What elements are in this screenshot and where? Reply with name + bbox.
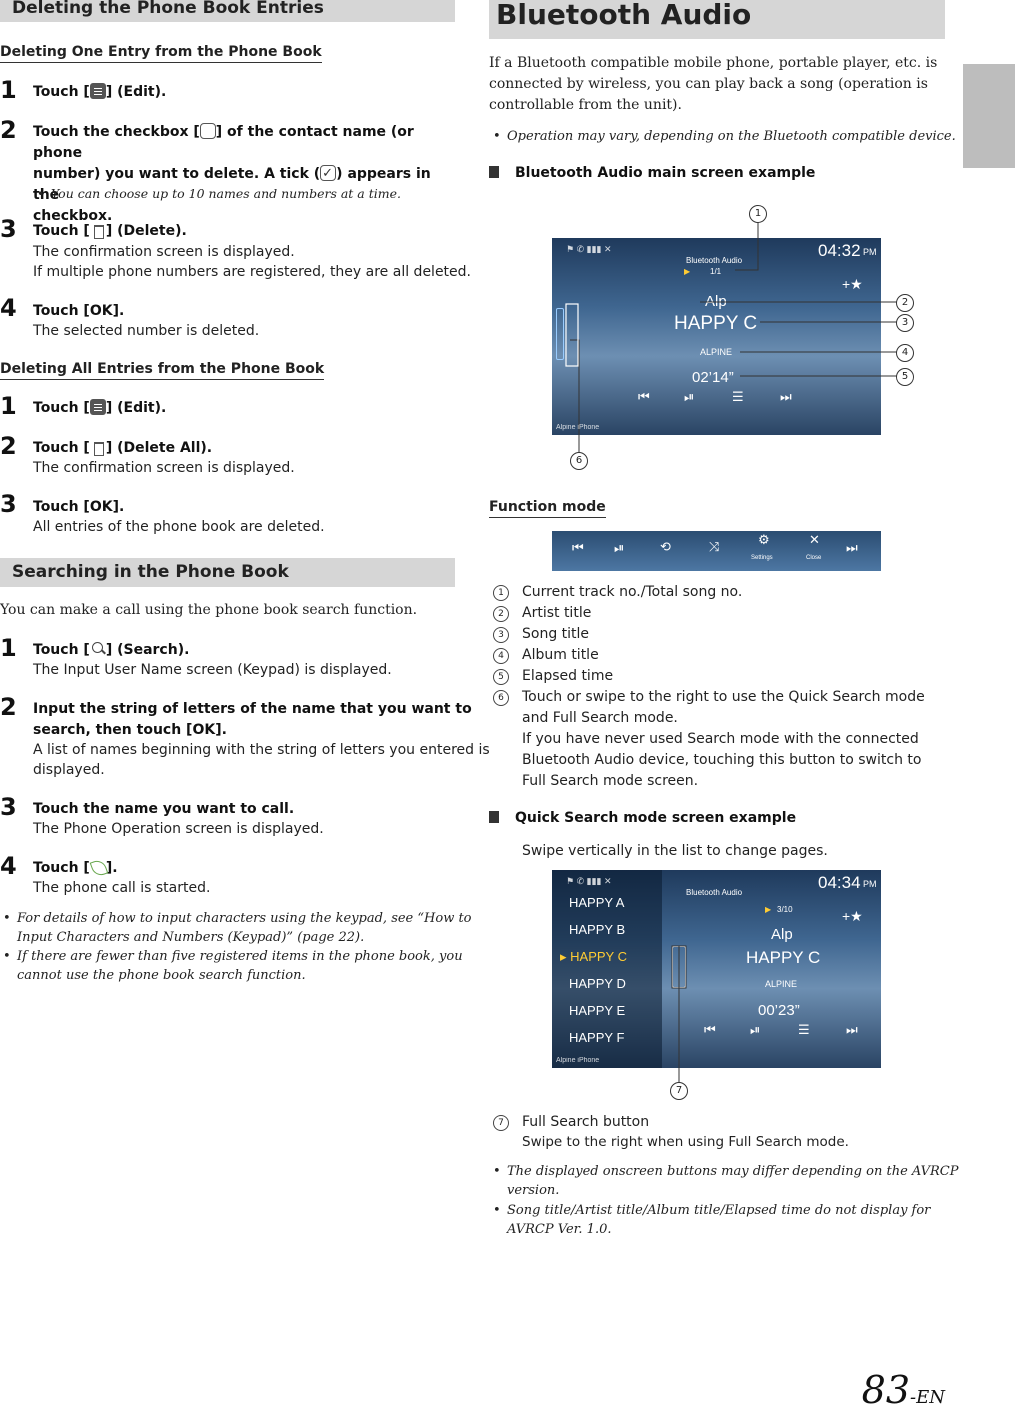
artist-title: Alp — [705, 293, 727, 310]
clock: 04:32 — [818, 241, 861, 260]
track-number: 3/10 — [777, 905, 793, 914]
clock: 04:34 — [818, 873, 861, 892]
legend-number: 3 — [493, 627, 509, 643]
function-bar-image — [552, 531, 881, 571]
step-text: Touch [ ]. — [33, 860, 118, 876]
step-body: The confirmation screen is displayed. — [33, 244, 295, 260]
play-pause-icon[interactable]: ⏯ — [684, 390, 695, 405]
step-text: Input the string of letters of the name that you want to — [33, 701, 472, 717]
song-title: HAPPY C — [674, 313, 758, 334]
step-number: 2 — [0, 432, 17, 460]
prev-track-icon[interactable]: ⏮ — [638, 390, 650, 405]
step-text: Touch the checkbox [ ] of the contact name (or phone number) you want to delete. A tick (✓ ) appears in the checkbox. — [33, 122, 453, 227]
list-item[interactable]: HAPPY E — [569, 1003, 626, 1018]
step-body: The phone call is started. — [33, 880, 211, 896]
list-item[interactable]: HAPPY A — [569, 895, 625, 910]
function-menu-icon[interactable]: ☰ — [798, 1023, 810, 1038]
legend-number: 5 — [493, 669, 509, 685]
album-title: ALPINE — [765, 979, 798, 989]
callout-1: 1 — [749, 205, 767, 223]
elapsed-time: 00’23” — [758, 1002, 800, 1019]
play-pause-icon[interactable]: ⏯ — [750, 1023, 761, 1038]
note: • Song title/Artist title/Album title/Elapsed time do not display for AVRCP Ver. 1.0. — [507, 1201, 930, 1239]
search-icon — [90, 641, 106, 657]
list-item[interactable]: HAPPY B — [569, 922, 626, 937]
step-number: 1 — [0, 76, 17, 104]
step-number: 3 — [0, 793, 17, 821]
edit-icon — [90, 83, 106, 99]
legend-number: 2 — [493, 606, 509, 622]
trash-icon — [90, 222, 106, 238]
list-item[interactable]: HAPPY F — [569, 1030, 625, 1045]
shuffle-icon[interactable]: ⤨ — [709, 540, 720, 555]
clock-ampm: PM — [863, 247, 877, 257]
source-label: Bluetooth Audio — [686, 888, 743, 897]
step-body: The confirmation screen is displayed. — [33, 460, 295, 476]
note: • You can choose up to 10 names and numbers at a time. — [51, 184, 401, 203]
intro-line: If a Bluetooth compatible mobile phone, portable player, etc. is — [489, 55, 938, 71]
favorite-icon[interactable]: +★ — [842, 276, 863, 292]
square-bullet-icon — [489, 811, 499, 823]
legend-text: Swipe to the right when using Full Search mode. — [522, 1134, 849, 1150]
legend-text: Current track no./Total song no. — [522, 584, 743, 600]
callout-3: 3 — [896, 314, 914, 332]
step-number: 2 — [0, 116, 17, 144]
step-text: Touch [ ] (Delete All). — [33, 440, 213, 456]
tick-checkbox-icon — [320, 165, 336, 181]
step-body: If multiple phone numbers are registered, they are all deleted. — [33, 264, 471, 280]
legend-text: Elapsed time — [522, 668, 614, 684]
play-indicator-icon: ▶ — [684, 267, 691, 276]
intro-line: connected by wireless, you can play back a song (operation is — [489, 76, 928, 92]
song-title: HAPPY C — [746, 948, 821, 967]
favorite-icon[interactable]: +★ — [842, 908, 863, 924]
step-text: Touch [ ] (Edit). — [33, 84, 167, 100]
subheading-delete-all: Deleting All Entries from the Phone Book — [0, 361, 324, 380]
step-number: 4 — [0, 852, 17, 880]
callout-7: 7 — [670, 1082, 688, 1100]
step-body: The selected number is deleted. — [33, 323, 260, 339]
next-track-icon[interactable]: ⏭ — [846, 1023, 858, 1038]
step-body: The Phone Operation screen is displayed. — [33, 821, 324, 837]
callout-4: 4 — [896, 344, 914, 362]
step-number: 3 — [0, 490, 17, 518]
legend-number: 1 — [493, 585, 509, 601]
quick-search-screen-image — [552, 870, 881, 1068]
legend-number: 4 — [493, 648, 509, 664]
checkbox-icon — [200, 123, 216, 139]
step-number: 1 — [0, 392, 17, 420]
note: • Operation may vary, depending on the Bluetooth compatible device. — [507, 127, 956, 146]
step-text: Touch [OK]. — [33, 499, 125, 515]
note: • If there are fewer than five registered items in the phone book, you cannot use the phone book search function. — [17, 947, 463, 985]
source-label: Bluetooth Audio — [686, 256, 743, 265]
step-body: displayed. — [33, 762, 105, 778]
step-body: All entries of the phone book are deleted. — [33, 519, 325, 535]
list-item-active[interactable]: ▸ HAPPY C — [560, 949, 627, 964]
subheading-function-mode: Function mode — [489, 499, 606, 518]
section-title-deleting: Deleting the Phone Book Entries — [12, 0, 324, 18]
step-text: Touch [ ] (Edit). — [33, 400, 167, 416]
note: • For details of how to input characters using the keypad, see “How to Input Characters and Numbers (Keypad)” (page 22). — [17, 909, 472, 947]
step-number: 4 — [0, 294, 17, 322]
square-bullet-icon — [489, 166, 499, 178]
clock-ampm: PM — [863, 879, 877, 889]
legend-number: 7 — [493, 1115, 509, 1131]
status-icons: ⚑ ✆ ▮▮▮ ✕ — [566, 876, 612, 886]
step-number: 3 — [0, 215, 17, 243]
trash-all-icon — [90, 439, 106, 455]
play-indicator-icon: ▶ — [765, 905, 772, 914]
prev-track-icon[interactable]: ⏮ — [572, 541, 584, 556]
elapsed-time: 02’14” — [692, 369, 734, 386]
figure-heading: Bluetooth Audio main screen example — [489, 165, 815, 181]
prev-track-icon[interactable]: ⏮ — [704, 1023, 716, 1038]
close-label: Close — [806, 555, 822, 561]
legend-text: Touch or swipe to the right to use the Quick Search mode and Full Search mode. If you have never used Search mode with the connected Bluetooth Audio device, touching this button to switch to Full Search mode screen. — [522, 689, 925, 789]
next-track-icon[interactable]: ⏭ — [846, 541, 858, 556]
next-track-icon[interactable]: ⏭ — [780, 390, 792, 405]
step-body: A list of names beginning with the string of letters you entered is — [33, 742, 490, 758]
legend-text: Artist title — [522, 605, 592, 621]
step-body: The Input User Name screen (Keypad) is displayed. — [33, 662, 392, 678]
repeat-icon[interactable]: ⟲ — [660, 540, 671, 555]
step-text: Touch [ ] (Search). — [33, 642, 190, 658]
callout-5: 5 — [896, 368, 914, 386]
step-text: search, then touch [OK]. — [33, 722, 227, 738]
function-menu-icon[interactable]: ☰ — [732, 390, 744, 405]
step-number: 2 — [0, 693, 17, 721]
artist-title: Alp — [771, 926, 793, 943]
page-number: 83-EN — [861, 1368, 945, 1412]
device-name: Alpine iPhone — [556, 424, 600, 431]
callout-2: 2 — [896, 294, 914, 312]
step-text: Touch the name you want to call. — [33, 801, 295, 817]
intro-line: controllable from the unit). — [489, 97, 682, 113]
list-item[interactable]: HAPPY D — [569, 976, 626, 991]
callout-lines — [540, 200, 920, 470]
close-icon[interactable]: ✕ — [809, 533, 820, 548]
step-text: Touch [OK]. — [33, 303, 125, 319]
figure-caption: Swipe vertically in the list to change pages. — [522, 843, 828, 859]
note: • The displayed onscreen buttons may differ depending on the AVRCP version. — [507, 1162, 959, 1200]
album-title: ALPINE — [700, 347, 733, 357]
chapter-tab — [963, 64, 1015, 168]
section-title-bluetooth-audio: Bluetooth Audio — [496, 0, 752, 31]
figure-heading: Quick Search mode screen example — [489, 810, 796, 826]
callout-6: 6 — [570, 452, 588, 470]
device-name: Alpine iPhone — [556, 1057, 600, 1064]
legend-text: Full Search button — [522, 1114, 650, 1130]
status-icons: ⚑ ✆ ▮▮▮ ✕ — [566, 244, 612, 254]
callout-line — [660, 940, 700, 1090]
phone-call-icon — [90, 859, 106, 875]
settings-icon[interactable]: ⚙ — [758, 533, 770, 548]
track-number: 1/1 — [710, 267, 722, 276]
legend-text: Album title — [522, 647, 599, 663]
legend-number: 6 — [493, 690, 509, 706]
legend-text: Song title — [522, 626, 590, 642]
section-title-searching: Searching in the Phone Book — [12, 562, 289, 582]
step-number: 1 — [0, 634, 17, 662]
settings-label: Settings — [751, 555, 773, 561]
subheading-delete-one: Deleting One Entry from the Phone Book — [0, 44, 322, 63]
section-intro: You can make a call using the phone book search function. — [0, 602, 418, 618]
step-text: Touch [ ] (Delete). — [33, 223, 187, 239]
edit-icon — [90, 399, 106, 415]
play-pause-icon[interactable]: ⏯ — [614, 541, 625, 556]
